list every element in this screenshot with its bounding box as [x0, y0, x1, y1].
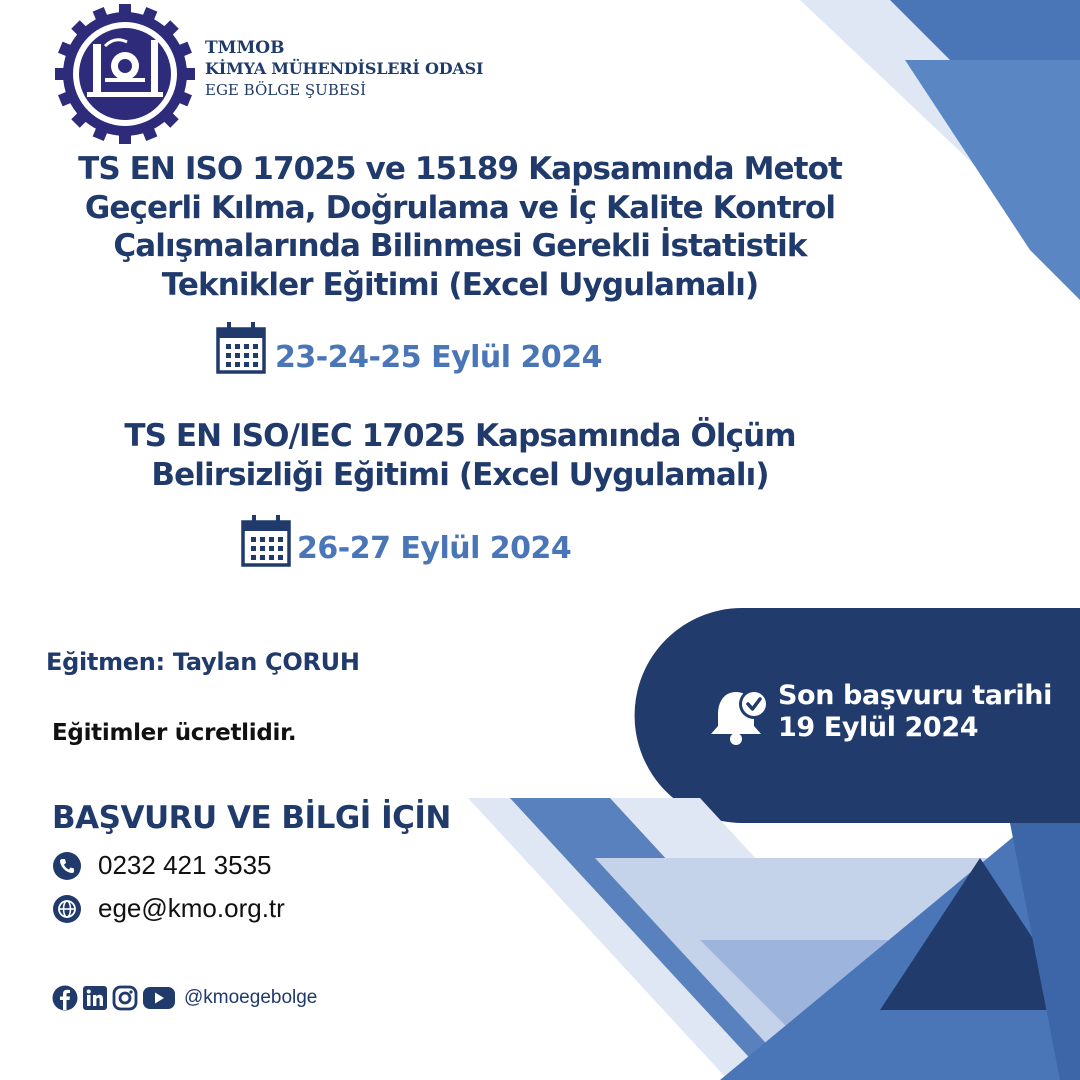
org-line-1: TMMOB: [205, 38, 285, 58]
phone-icon: [52, 851, 82, 881]
deadline-label: Son başvuru tarihi: [778, 680, 1052, 711]
social-links: [52, 985, 317, 1011]
facebook-icon[interactable]: [52, 985, 78, 1011]
deco-stripe-mid: [905, 60, 1080, 300]
email-address[interactable]: ege@kmo.org.tr: [98, 893, 285, 923]
training1-date: 23-24-25 Eylül 2024: [275, 340, 603, 375]
instructor: Eğitmen: Taylan ÇORUH: [46, 648, 360, 676]
training1-title-line: Teknikler Eğitimi (Excel Uygulamalı): [161, 266, 759, 303]
calendar-icon: [241, 515, 291, 567]
email-row: [52, 893, 285, 924]
training2-title-line: Belirsizliği Eğitimi (Excel Uygulamalı): [151, 456, 769, 493]
org-line-3: EGE BÖLGE ŞUBESİ: [205, 81, 367, 99]
fee-note: Eğitimler ücretlidir.: [52, 720, 297, 746]
training1-title-line: TS EN ISO 17025 ve 15189 Kapsamında Metot: [78, 151, 842, 187]
contact-heading: BAŞVURU VE BİLGİ İÇİN: [52, 800, 451, 836]
youtube-icon[interactable]: [142, 985, 176, 1011]
training1-title-line: Çalışmalarında Bilinmesi Gerekli İstatistik: [113, 228, 807, 264]
org-line-2: KİMYA MÜHENDİSLERİ ODASI: [205, 59, 484, 78]
kmo-logo: [55, 4, 195, 144]
training1-title-line: Geçerli Kılma, Doğrulama ve İç Kalite Kontrol: [84, 189, 836, 226]
social-handle[interactable]: @kmoegebolge: [184, 987, 318, 1008]
training2-title-line: TS EN ISO/IEC 17025 Kapsamında Ölçüm: [124, 418, 796, 454]
bell-check-icon: [706, 684, 772, 746]
organization-name: [205, 38, 483, 100]
phone-row: [52, 850, 272, 881]
training2-title: [40, 417, 880, 494]
linkedin-icon[interactable]: [82, 985, 108, 1011]
globe-icon: [52, 894, 82, 924]
calendar-icon: [216, 322, 266, 374]
deadline-date: 19 Eylül 2024: [778, 712, 979, 743]
instagram-icon[interactable]: [112, 985, 138, 1011]
training1-title: [40, 150, 880, 304]
phone-number[interactable]: 0232 421 3535: [98, 850, 272, 880]
training2-date: 26-27 Eylül 2024: [297, 531, 572, 566]
deadline-text: [778, 680, 1052, 744]
